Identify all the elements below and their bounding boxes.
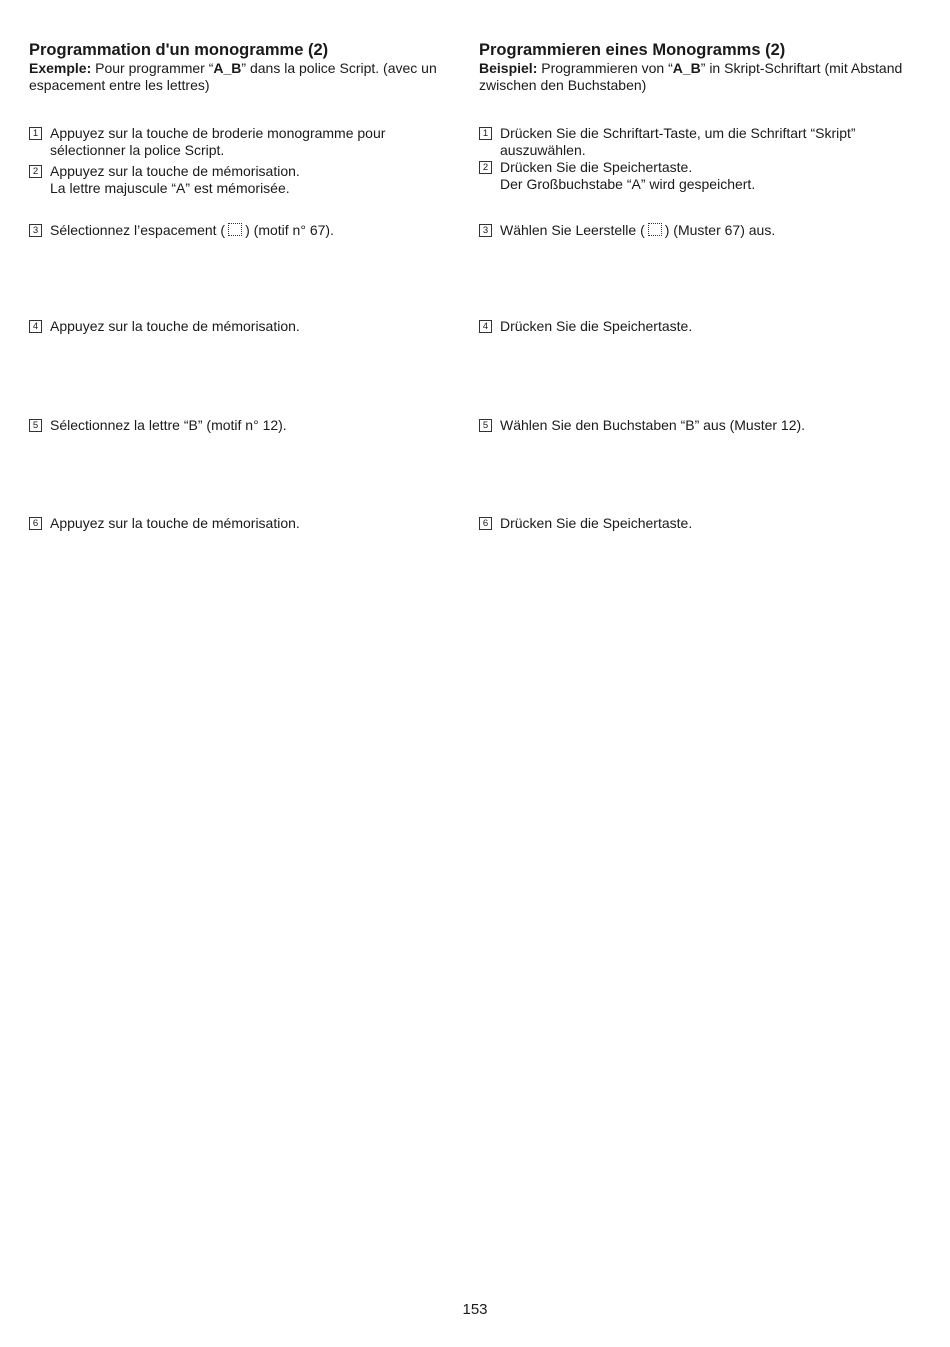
- fr-step-3: 3 Sélectionnez l’espacement ( ) (motif n° 67).: [29, 222, 469, 239]
- step-number-icon: 1: [29, 127, 42, 140]
- step-number-icon: 3: [29, 224, 42, 237]
- de-example: Beispiel: Programmieren von “A_B” in Skript-Schriftart (mit Abstand zwischen den Buchstaben): [479, 60, 903, 93]
- space-pattern-icon: [228, 223, 242, 236]
- de-example-label: Beispiel:: [479, 60, 538, 76]
- step-number-icon: 3: [479, 224, 492, 237]
- page-number: 153: [462, 1301, 488, 1318]
- de-step-4: 4 Drücken Sie die Speichertaste.: [479, 318, 919, 335]
- step-number-icon: 6: [479, 517, 492, 530]
- de-step-2: 2 Drücken Sie die Speichertaste. Der Großbuchstabe “A” wird gespeichert.: [479, 159, 919, 193]
- french-column: [29, 41, 469, 531]
- fr-example-label: Exemple:: [29, 60, 92, 76]
- german-column: [479, 41, 919, 531]
- fr-example: Exemple: Pour programmer “A_B” dans la police Script. (avec un espacement entre les lettres): [29, 60, 437, 93]
- step-number-icon: 2: [29, 165, 42, 178]
- de-section-title: Programmieren eines Monogramms (2): [479, 41, 786, 59]
- fr-step-1: 1 Appuyez sur la touche de broderie monogramme pour sélectionner la police Script.: [29, 125, 469, 159]
- fr-step-4: 4 Appuyez sur la touche de mémorisation.: [29, 318, 469, 335]
- step-number-icon: 5: [479, 419, 492, 432]
- de-step-5: 5 Wählen Sie den Buchstaben “B” aus (Muster 12).: [479, 417, 919, 434]
- step-number-icon: 4: [479, 320, 492, 333]
- de-step-3: 3 Wählen Sie Leerstelle ( ) (Muster 67) aus.: [479, 222, 919, 239]
- step-number-icon: 2: [479, 161, 492, 174]
- step-number-icon: 5: [29, 419, 42, 432]
- fr-step-5: 5 Sélectionnez la lettre “B” (motif n° 12).: [29, 417, 469, 434]
- fr-step-6: 6 Appuyez sur la touche de mémorisation.: [29, 515, 469, 532]
- fr-section-title: Programmation d'un monogramme (2): [29, 41, 329, 59]
- step-number-icon: 4: [29, 320, 42, 333]
- fr-step-2: 2 Appuyez sur la touche de mémorisation. La lettre majuscule “A” est mémorisée.: [29, 163, 469, 197]
- step-number-icon: 1: [479, 127, 492, 140]
- de-step-1: 1 Drücken Sie die Schriftart-Taste, um die Schriftart “Skript” auszuwählen.: [479, 125, 919, 159]
- space-pattern-icon: [648, 223, 662, 236]
- step-number-icon: 6: [29, 517, 42, 530]
- de-step-6: 6 Drücken Sie die Speichertaste.: [479, 515, 919, 532]
